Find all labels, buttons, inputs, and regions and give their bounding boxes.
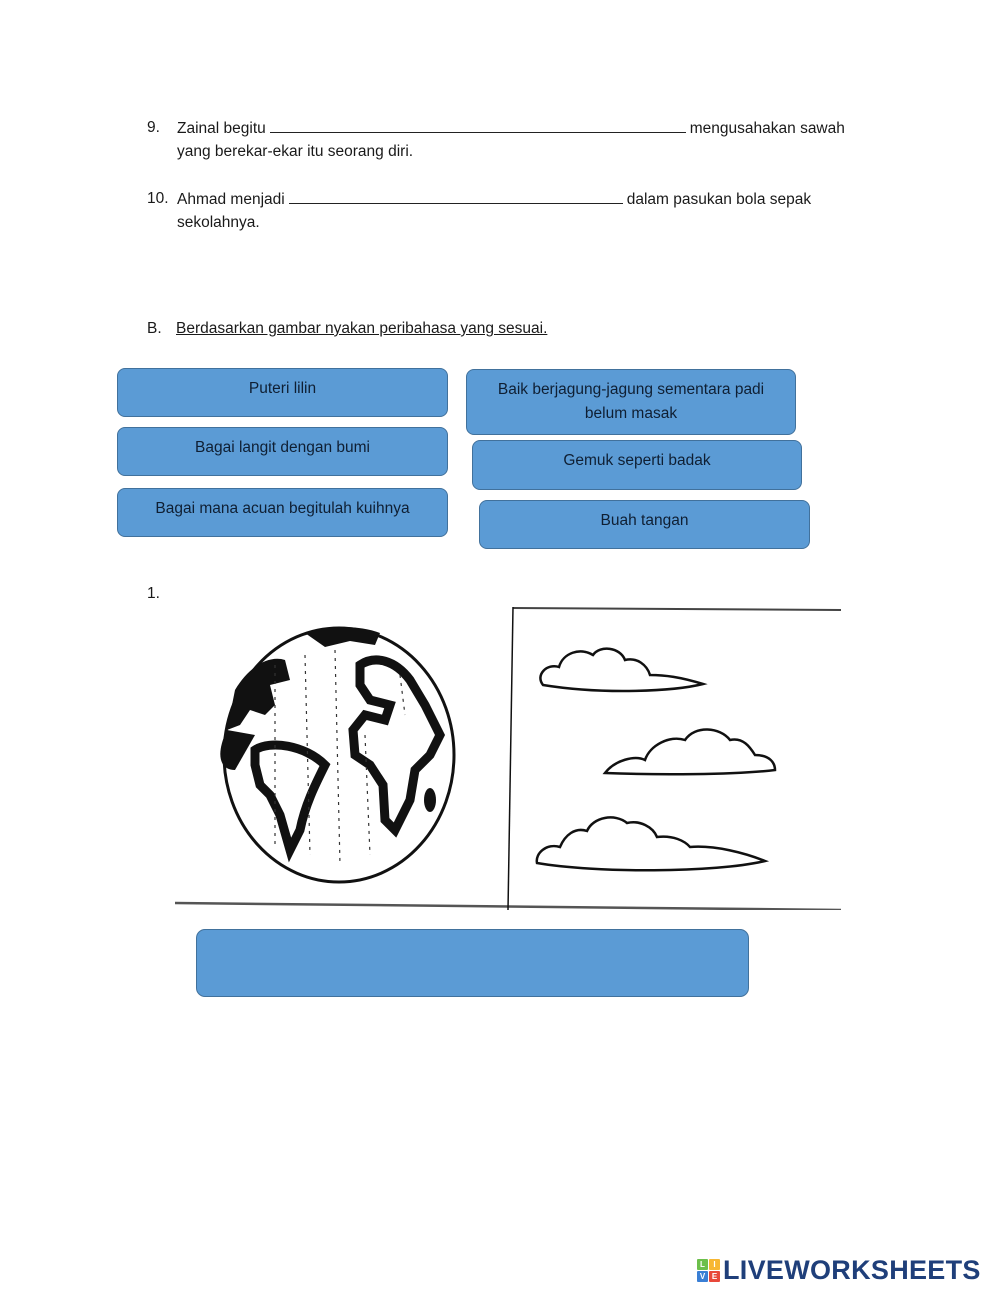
section-label: B. [147,320,162,337]
section-instruction: Berdasarkan gambar nyakan peribahasa yang sesuai. [176,320,548,337]
logo-wordmark: LIVEWORKSHEETS [723,1255,981,1285]
option-card-buah-tangan[interactable]: Buah tangan [479,500,810,549]
option-card-baik-berjagung-jagung[interactable]: Baik berjagung-jagung sementara padi belum masak [466,369,796,435]
logo-letter: L [697,1259,708,1270]
answer-drop-zone[interactable] [196,929,749,997]
option-card-bagai-langit-dengan-bumi[interactable]: Bagai langit dengan bumi [117,427,448,476]
answer-blank [289,187,623,204]
question-number: 10. [147,190,169,207]
logo-letter: V [697,1271,708,1282]
question-10 [147,187,867,237]
logo-letter: E [709,1271,720,1282]
question-text-line2: sekolahnya. [177,214,260,231]
question-9 [147,116,867,166]
cloud-icon [537,649,775,871]
logo-grid-icon [697,1259,720,1282]
question-text-line2: yang berekar-ekar itu seorang diri. [177,143,414,160]
liveworksheets-logo [697,1255,981,1286]
item-1-number: 1. [147,585,160,602]
question-text [177,116,845,141]
option-card-puteri-lilin[interactable]: Puteri lilin [117,368,448,417]
question-number: 9. [147,119,160,136]
globe-icon [220,627,454,882]
globe-and-clouds-image [175,605,841,910]
question-text-before: Ahmad menjadi [177,191,285,208]
option-card-bagai-mana-acuan[interactable]: Bagai mana acuan begitulah kuihnya [117,488,448,537]
question-text-after: mengusahakan sawah [689,120,845,137]
item-1-picture [175,605,841,910]
question-text-before: Zainal begitu [177,120,266,137]
answer-blank [270,116,686,133]
question-text [177,187,811,212]
logo-letter: I [709,1259,720,1270]
option-card-gemuk-seperti-badak[interactable]: Gemuk seperti badak [472,440,802,490]
question-text-after: dalam pasukan bola sepak [626,191,812,208]
